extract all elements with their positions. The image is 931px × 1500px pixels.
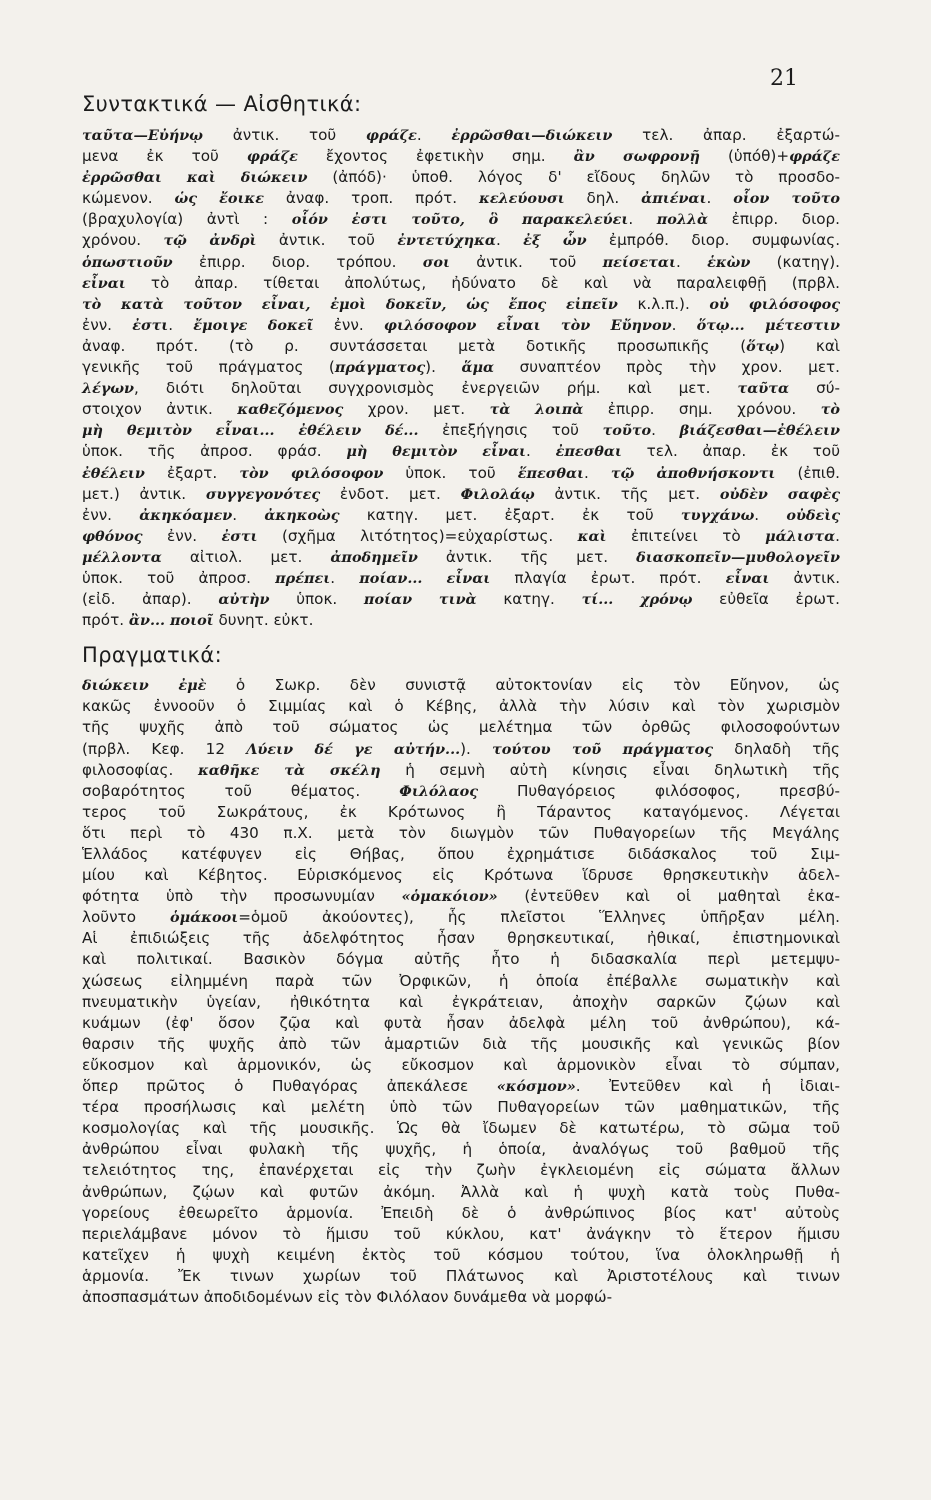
commentary-text: ἐπιρρ. διορ. τρόπου.	[172, 252, 423, 271]
text-line	[82, 315, 840, 336]
commentary-text	[422, 569, 446, 587]
commentary-text: (ἐντεῦθεν καὶ οἱ μαθηταὶ ἐκα-	[497, 887, 841, 906]
cited-term: φράζε	[365, 127, 417, 144]
commentary-text: .	[671, 315, 697, 334]
cited-term: ἂν σωφρονῇ	[573, 148, 700, 166]
text-line	[82, 992, 840, 1013]
commentary-text: κατεῖχεν ἡ ψυχὴ κειμένη ἐκτὸς τοῦ κόσμου τούτου, ἵνα ὁλοκληρωθῇ ἡ	[82, 1245, 840, 1264]
cited-term: διώκειν ἐμὲ	[82, 677, 207, 695]
section-heading-pragmatika: Πραγματικά:	[82, 643, 223, 668]
commentary-text: τερος τοῦ Σωκράτους, ἐκ Κρότωνος ἢ Τάραντος καταγόμενος. Λέγεται	[82, 802, 840, 821]
commentary-text: ἐνν.	[82, 505, 140, 524]
cited-term: «ὁμακόιον»	[401, 888, 498, 906]
text-line	[82, 188, 840, 209]
text-line	[82, 399, 840, 420]
commentary-text: ἐπιρρ. σημ. χρόνου.	[583, 400, 821, 419]
commentary-text: (ὑπόθ)+	[699, 147, 790, 166]
commentary-text: ἀντικ. τοῦ	[203, 126, 366, 144]
cited-term: ὁπωστιοῦν	[82, 253, 173, 271]
commentary-text: πνευματικὴν ὑγείαν, ἠθικότητα καὶ ἐγκράτειαν, ἀποχὴν σαρκῶν ζῴων καὶ	[82, 992, 840, 1011]
cited-term: λέγων	[82, 380, 135, 398]
text-line	[82, 1055, 840, 1076]
commentary-text: τελ. ἀπαρ. ἐκ τοῦ	[621, 442, 841, 461]
cited-term: ἐστι	[132, 316, 169, 334]
cited-term: ἐθέλειν	[82, 464, 145, 482]
text-line	[82, 717, 840, 738]
text-line	[82, 1013, 840, 1034]
cited-term: ἐστι	[221, 527, 258, 545]
text-line	[82, 739, 840, 760]
cited-term: τῷ ἀποθνήσκοντι	[610, 464, 776, 482]
commentary-text: τέρα προσήλωσις καὶ μελέτη ὑπὸ τῶν Πυθαγορείων τῶν μαθηματικῶν, τῆς	[82, 1098, 840, 1117]
commentary-text: .	[628, 210, 657, 229]
commentary-text: ) καὶ	[779, 336, 840, 355]
text-line	[82, 907, 840, 928]
text-line	[82, 949, 840, 970]
cited-term: ἐρρῶσθαι—διώκειν	[451, 127, 613, 144]
commentary-text: ἀποσπασμάτων ἀποδιδομένων εἰς τὸν Φιλόλαον δυνάμεθα νὰ μορφώ-	[82, 1287, 613, 1306]
text-line	[82, 357, 840, 378]
commentary-text: κώμενον.	[82, 189, 175, 208]
text-line	[82, 1182, 840, 1203]
text-line	[82, 547, 840, 568]
text-line	[82, 526, 840, 547]
commentary-text: κ.λ.π.).	[617, 294, 710, 313]
commentary-text: ἀνθρώπου εἶναι φυλακὴ τῆς ψυχῆς, ἡ ὁποία, ἀναλόγως τοῦ βαθμοῦ τῆς	[82, 1140, 840, 1159]
commentary-text: τὸ ἀπαρ. τίθεται ἀπολύτως, ἠδύνατο δὲ καὶ νὰ παραλειφθῇ (πρβλ.	[125, 273, 840, 292]
text-line	[82, 1287, 840, 1308]
commentary-text: πλαγία ἐρωτ. πρότ.	[490, 568, 726, 587]
cited-term: συγγεγονότες	[205, 485, 321, 503]
cited-term: αὐτὴν	[218, 591, 270, 609]
commentary-text: εὐθεῖα ἐρωτ.	[692, 590, 840, 609]
commentary-text: =ὁμοῦ ἀκούοντες), ἧς πλεῖστοι Ἕλληνες ὑπῆρξαν μέλη.	[238, 908, 840, 927]
cited-term: οὐ φιλόσοφος	[709, 295, 841, 313]
commentary-text: (σχῆμα λιτότητος)=εὐχαρίστως.	[257, 526, 578, 545]
page-number: 21	[770, 66, 798, 91]
text-line	[82, 167, 840, 188]
commentary-text: (ἐπιθ.	[775, 463, 841, 482]
cited-term: ἐντετύχηκα	[397, 232, 496, 250]
commentary-text: .	[168, 315, 194, 334]
commentary-text: λοῦντο	[82, 908, 171, 927]
commentary-text: .	[232, 505, 265, 524]
cited-term: τὸ κατὰ τοῦτον εἶναι, ἐμοὶ δοκεῖν, ὡς ἔπος εἰπεῖν	[82, 295, 618, 313]
cited-term: Φιλολάῳ	[460, 485, 535, 503]
cited-term: τυγχάνω	[680, 506, 755, 524]
commentary-text: μίου καὶ Κέβητος. Εὑρισκόμενος εἰς Κρότωνα ἵδρυσε θρησκευτικὴν ἀδελ-	[82, 866, 840, 885]
cited-term: ἀποδημεῖν	[330, 548, 418, 566]
cited-term: Φιλόλαος	[399, 782, 478, 800]
commentary-text: .	[330, 568, 360, 587]
commentary-text: .	[416, 126, 452, 144]
cited-term: ἕπεσθαι	[517, 464, 584, 482]
commentary-text: ἡ σεμνὴ αὐτὴ κίνησις εἶναι δηλωτικὴ τῆς	[380, 760, 841, 779]
commentary-text: κυάμων (ἐφ' ὅσον ζῷα καὶ φυτὰ ἦσαν ἀδελφὰ μέλη τοῦ ἀνθρώπου), κά-	[82, 1013, 840, 1032]
cited-term: οὐδεὶς	[786, 506, 840, 524]
commentary-text: ἀντικ. τῆς μετ.	[417, 547, 637, 566]
cited-term: ὡς ἔοικε	[174, 190, 264, 208]
commentary-text: μενα ἐκ τοῦ	[82, 147, 247, 166]
commentary-text: ἐνν.	[82, 315, 133, 334]
commentary-text: ὅπερ πρῶτος ὁ Πυθαγόρας ἀπεκάλεσε	[82, 1077, 497, 1096]
text-line	[82, 505, 840, 526]
commentary-text: ).	[460, 739, 493, 758]
cited-term: τί... χρόνῳ	[581, 591, 693, 609]
commentary-text: ἐπεξήγησις τοῦ	[418, 421, 603, 440]
commentary-text: ἐξαρτ.	[144, 463, 240, 482]
commentary-text: ).	[425, 358, 462, 377]
commentary-text: δηλαδὴ τῆς	[713, 739, 840, 758]
commentary-text: (εἰδ. ἀπαρ).	[82, 590, 219, 609]
text-line	[82, 589, 840, 610]
text-line	[82, 1160, 840, 1181]
cited-term: ἂν... ποιοῖ	[128, 612, 214, 630]
cited-term: βιάζεσθαι—ἐθέλειν	[679, 422, 841, 440]
commentary-text: χρον. μετ.	[343, 400, 490, 419]
cited-term: πρέπει	[275, 569, 331, 587]
commentary-text: ὑποκ. τῆς ἀπροσ. φράσ.	[82, 442, 347, 461]
commentary-text: σοβαρότητος τοῦ θέματος.	[82, 781, 400, 800]
cited-term: τὸ	[820, 401, 841, 419]
commentary-text: ὑποκ. τοῦ	[383, 463, 518, 482]
commentary-text: συναπτέον πρὸς τὴν χρον. μετ.	[494, 358, 841, 377]
cited-term: φράζε	[789, 148, 840, 166]
commentary-text: θαρσιν τῆς ψυχῆς ἀπὸ τῶν ἁμαρτιῶν διὰ τῆς μουσικῆς καὶ γενικῶς βίον	[82, 1034, 840, 1053]
commentary-text: . Ἐντεῦθεν καὶ ἡ ἰδιαι-	[575, 1077, 840, 1096]
text-line	[82, 1139, 840, 1160]
text-line	[82, 441, 840, 462]
cited-term: πράγματος	[334, 359, 426, 377]
commentary-text: αἰτιολ. μετ.	[161, 547, 331, 566]
commentary-text: πρότ.	[82, 611, 129, 630]
section-body-pragmatika	[82, 675, 840, 1308]
commentary-text: ἀντικ. τοῦ	[449, 252, 603, 271]
commentary-text: ἀντικ. τῆς μετ.	[534, 484, 720, 503]
text-line	[82, 696, 840, 717]
cited-term: ὅτῳ... μέτεστιν	[696, 316, 841, 334]
text-line	[82, 802, 840, 823]
cited-term: ὁμάκοοι	[170, 909, 239, 927]
commentary-text: κακῶς ἐννοοῦν ὁ Σιμμίας καὶ ὁ Κέβης, ἀλλὰ τὴν λύσιν καὶ τὸν χωρισμὸν	[82, 697, 840, 716]
commentary-text: ἁρμονία. Ἔκ τινων χωρίων τοῦ Πλάτωνος καὶ Ἀριστοτέλους καὶ τινων	[82, 1266, 840, 1285]
commentary-text: περιελάμβανε μόνον τὸ ἥμισυ τοῦ κύκλου, κατ' ἀνάγκην τὸ ἕτερον ἥμισυ	[82, 1224, 840, 1243]
text-line	[82, 568, 840, 589]
commentary-text: ἀναφ. τροπ. πρότ.	[263, 189, 480, 208]
cited-term: ταῦτα—Εὐήνῳ	[82, 127, 203, 144]
commentary-text: (πρβλ. Κεφ. 12	[82, 739, 247, 758]
text-line	[82, 1203, 840, 1224]
cited-term: καὶ	[577, 527, 607, 545]
cited-term: πολλὰ	[656, 211, 709, 229]
text-line	[82, 1097, 840, 1118]
text-line	[82, 844, 840, 865]
cited-term: τῷ ἀνδρὶ	[163, 232, 257, 250]
cited-term: ποίαν...	[359, 569, 423, 587]
commentary-text: .	[495, 231, 524, 250]
text-line	[82, 420, 840, 441]
text-line	[82, 1224, 840, 1245]
cited-term: ἀκηκοὼς	[264, 506, 340, 524]
text-line	[82, 1076, 840, 1097]
text-line	[82, 1266, 840, 1287]
cited-term: καθῆκε τὰ σκέλη	[197, 761, 381, 779]
commentary-text: τελ. ἀπαρ. ἐξαρτώ-	[612, 126, 841, 144]
commentary-text: χώσεως εἰλημμένη παρὰ τῶν Ὀρφικῶν, ἡ ὁποία ἐπέβαλλε σωματικὴν καὶ	[82, 971, 840, 990]
text-line	[82, 760, 840, 781]
cited-term: κελεύουσι	[479, 190, 565, 208]
commentary-text: ὁ Σωκρ. δὲν συνιστᾷ αὐτοκτονίαν εἰς τὸν Εὔηνον, ὡς	[206, 676, 840, 695]
commentary-text: ἐπιτείνει τὸ	[606, 526, 766, 545]
text-line	[82, 886, 840, 907]
cited-term: ποίαν τινὰ	[363, 591, 477, 609]
cited-term: διασκοπεῖν—μυθολογεῖν	[636, 548, 840, 566]
commentary-text: κατηγ.	[476, 590, 582, 609]
commentary-text: ἐνδοτ. μετ.	[320, 484, 461, 503]
commentary-text: ὅτι περὶ τὸ 430 π.Χ. μετὰ τὸν διωγμὸν τῶν Πυθαγορείων τῆς Μεγάλης	[82, 823, 840, 842]
cited-term: σοι	[422, 253, 450, 271]
commentary-text: τῆς ψυχῆς ἀπὸ τοῦ σώματος ὡς μελέτημα τῶν ὀρθῶς φιλοσοφούντων	[82, 718, 840, 737]
cited-term: πείσεται	[602, 253, 676, 271]
commentary-text: ὑποκ. τοῦ ἀπροσ.	[82, 568, 276, 587]
commentary-text: καὶ πολιτικαί. Βασικὸν δόγμα αὐτῆς ἦτο ἡ διδασκαλία περὶ μετεμψυ-	[82, 950, 840, 969]
text-line	[82, 823, 840, 844]
commentary-text: ἀναφ. πρότ. (τὸ ρ. συντάσσεται μετὰ δοτικῆς προσωπικῆς (	[82, 336, 747, 355]
cited-term: φθόνος	[82, 527, 143, 545]
cited-term: μὴ θεμιτὸν εἶναι	[346, 443, 526, 461]
cited-term: φράζε	[246, 148, 298, 166]
commentary-text: κοσμολογίας καὶ τῆς μουσικῆς. Ὡς θὰ ἴδωμεν δὲ κατωτέρω, τὸ σῶμα τοῦ	[82, 1119, 840, 1138]
text-line	[82, 125, 840, 146]
page-content	[82, 92, 840, 1308]
text-line	[82, 1034, 840, 1055]
cited-term: εἶναι	[82, 274, 126, 292]
cited-term: μὴ θεμιτὸν εἶναι... ἐθέλειν δέ...	[82, 422, 419, 440]
cited-term: εἶναι	[725, 569, 770, 587]
commentary-text: (βραχυλογία) ἀντὶ :	[82, 210, 292, 229]
cited-term: φιλόσοφον εἶναι τὸν Εὔηνον	[383, 316, 672, 334]
commentary-text: .	[675, 252, 708, 271]
commentary-text: ἀνθρώπων, ζῴων καὶ φυτῶν ἀκόμη. Ἀλλὰ καὶ ἡ ψυχὴ κατὰ τοὺς Πυθα-	[82, 1182, 840, 1201]
cited-term: ἀκηκόαμεν	[139, 506, 233, 524]
cited-term: ὅτῳ	[746, 337, 780, 355]
text-line	[82, 230, 840, 251]
cited-term: καθεζόμενος	[237, 401, 344, 419]
text-line	[82, 378, 840, 399]
text-line	[82, 336, 840, 357]
text-line	[82, 294, 840, 315]
text-line	[82, 463, 840, 484]
text-line	[82, 928, 840, 949]
commentary-text: .	[706, 189, 734, 208]
section-body-syntaktika	[82, 125, 840, 631]
text-line	[82, 610, 840, 631]
commentary-text: ἀντικ.	[769, 568, 841, 587]
commentary-text: δυνητ. εὐκτ.	[213, 611, 314, 630]
text-line	[82, 971, 840, 992]
commentary-text: γορείους ἐθεωρεῖτο ἁρμονία. Ἐπειδὴ δὲ ὁ ἀνθρώπινος βίος κατ' αὐτοὺς	[82, 1203, 840, 1222]
text-line	[82, 209, 840, 230]
text-line	[82, 675, 840, 696]
text-line	[82, 865, 840, 886]
commentary-text: μετ.) ἀντικ.	[82, 484, 206, 503]
commentary-text: ἀντικ. τοῦ	[256, 231, 398, 250]
text-line	[82, 781, 840, 802]
cited-term: μάλιστα	[765, 527, 836, 545]
cited-term: τοῦτο	[602, 422, 652, 440]
text-line	[82, 484, 840, 505]
cited-term: τὸν φιλόσοφον	[239, 464, 384, 482]
commentary-text: Ἑλλάδος κατέφυγεν εἰς Θήβας, ὅπου ἐχρημάτισε διδάσκαλος τοῦ Σιμ-	[82, 845, 840, 863]
text-line	[82, 146, 840, 167]
cited-term: Λύειν δέ γε αὐτήν...	[246, 740, 461, 758]
commentary-text: .	[651, 421, 680, 440]
commentary-text: τελειότητος της, ἐπανέρχεται εἰς τὴν ζωὴν ἐγκλειομένη εἰς σώματα ἄλλων	[82, 1161, 840, 1180]
commentary-text: ἐνν.	[313, 315, 384, 334]
commentary-text: Αἱ ἐπιδιώξεις τῆς ἀδελφότητος ἦσαν θρησκευτικαί, ἠθικαί, ἐπιστημονικαὶ	[82, 929, 840, 948]
cited-term: ἐπεσθαι	[555, 443, 622, 461]
commentary-text: Πυθαγόρειος φιλόσοφος, πρεσβύ-	[478, 781, 840, 800]
cited-term: οὐδὲν σαφὲς	[719, 485, 841, 503]
cited-term: τὰ λοιπὰ	[489, 401, 584, 419]
cited-term: ἐξ ὧν	[523, 232, 587, 250]
section-heading-syntaktika: Συντακτικά — Αἰσθητικά:	[82, 92, 362, 116]
commentary-text: εὔκοσμον καὶ ἁρμονικόν, ὡς εὔκοσμον καὶ ἁρμονικὸν εἶναι τὸ σύμπαν,	[82, 1055, 840, 1074]
cited-term: οἷόν ἐστι τοῦτο, ὃ παρακελεύει	[291, 211, 629, 229]
commentary-text: .	[584, 463, 611, 482]
commentary-text: στοιχον ἀντικ.	[82, 400, 238, 419]
cited-term: ἀπιέναι	[641, 190, 707, 208]
commentary-text: (κατηγ).	[750, 252, 841, 271]
commentary-text: ὑποκ.	[269, 590, 364, 609]
cited-term: ἐρρῶσθαι καὶ διώκειν	[82, 169, 308, 187]
cited-term: μέλλοντα	[82, 548, 162, 566]
commentary-text: χρόνου.	[82, 231, 164, 250]
commentary-text: δηλ.	[564, 189, 642, 208]
cited-term: οἷον τοῦτο	[733, 190, 841, 208]
commentary-text: (ἀπόδ)· ὑποθ. λόγος δ' εἴδους δηλῶν τὸ προσδο-	[307, 168, 841, 187]
commentary-text: .	[526, 442, 556, 461]
commentary-text: .	[754, 505, 787, 524]
commentary-text: , διότι δηλοῦται συγχρονισμὸς ἐνεργειῶν ρήμ. καὶ μετ.	[134, 379, 738, 398]
commentary-text: γενικῆς τοῦ πράγματος (	[82, 358, 335, 377]
cited-term: ἅμα	[461, 359, 495, 377]
text-line	[82, 273, 840, 294]
cited-term: ἑκὼν	[707, 253, 751, 271]
commentary-text: ἐμπρόθ. διορ. συμφωνίας.	[586, 231, 841, 250]
cited-term: τούτου τοῦ πράγματος	[492, 740, 714, 758]
commentary-text: ἐνν.	[142, 526, 222, 545]
commentary-text: .	[835, 526, 840, 545]
text-line	[82, 1118, 840, 1139]
cited-term: ἔμοιγε δοκεῖ	[193, 316, 314, 334]
commentary-text: κατηγ. μετ. ἐξαρτ. ἐκ τοῦ	[339, 505, 681, 524]
commentary-text: φότητα ὑπὸ τὴν προσωνυμίαν	[82, 887, 402, 906]
cited-term: ταῦτα	[737, 380, 790, 398]
commentary-text: ἔχοντος ἐφετικὴν σημ.	[297, 147, 574, 166]
cited-term: εἶναι	[446, 569, 491, 587]
commentary-text: σύ-	[789, 379, 840, 398]
text-line	[82, 252, 840, 273]
cited-term: «κόσμον»	[496, 1078, 576, 1096]
commentary-text: ἐπιρρ. διορ.	[708, 210, 840, 229]
text-line	[82, 1245, 840, 1266]
commentary-text: φιλοσοφίας.	[82, 760, 198, 779]
